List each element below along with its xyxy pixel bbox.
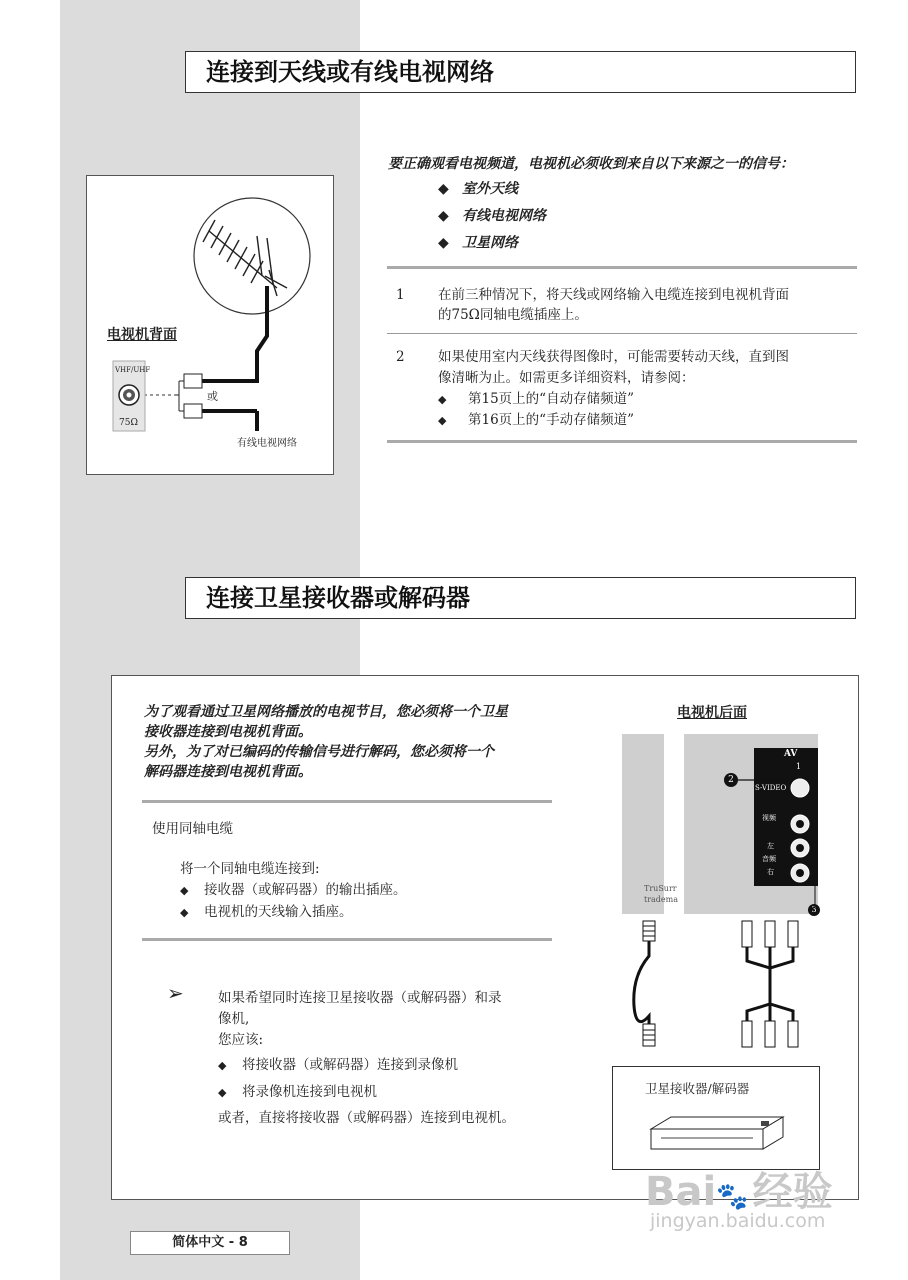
tip-line-1: 如果希望同时连接卫星接收器（或解码器）和录 <box>218 990 502 1006</box>
av-label: AV <box>784 749 798 759</box>
step-1-line-2: 的75Ω同轴电缆插座上。 <box>438 307 588 323</box>
cable-network-label: 有线电视网络 <box>237 438 297 449</box>
satellite-intro-2: 接收器连接到电视机背面。 <box>144 724 312 740</box>
section-title-satellite: 连接卫星接收器或解码器 <box>185 577 856 619</box>
badge-3: 3 <box>808 904 820 916</box>
source-item: ◆ 卫星网络 <box>438 235 518 251</box>
watermark-logo: Bai🐾 经验 <box>645 1169 833 1215</box>
tv-back-label: 电视机背面 <box>107 327 177 343</box>
satellite-intro-3: 另外，为了对已编码的传输信号进行解码，您必须将一个 <box>144 744 494 760</box>
watermark-url: jingyan.baidu.com <box>650 1210 826 1232</box>
tip-after: 或者，直接将接收器（或解码器）连接到电视机。 <box>218 1110 515 1126</box>
source-item: ◆ 有线电视网络 <box>438 208 546 224</box>
side-text: TruSurr <box>644 884 677 893</box>
satellite-intro-4: 解码器连接到电视机背面。 <box>144 764 312 780</box>
divider <box>387 333 857 334</box>
step-number: 1 <box>396 287 405 303</box>
tip-line-3: 您应该: <box>218 1032 264 1048</box>
ohm-label: 75Ω <box>119 418 138 428</box>
audio-right-label: 右 <box>767 868 774 876</box>
section-title-antenna: 连接到天线或有线电视网络 <box>185 51 856 93</box>
satellite-intro-1: 为了观看通过卫星网络播放的电视节目，您必须将一个卫星 <box>144 704 508 720</box>
tip-arrow-icon: ➢ <box>167 981 184 1005</box>
badge-2: 2 <box>724 773 738 787</box>
step-number: 2 <box>396 349 405 365</box>
coax-title: 使用同轴电缆 <box>152 821 233 837</box>
side-text: tradema <box>644 895 679 904</box>
reference-item: ◆ 第16页上的“手动存储频道” <box>438 412 634 428</box>
receiver-device-icon <box>613 1067 819 1169</box>
source-item: ◆ 室外天线 <box>438 181 518 197</box>
coax-lead: 将一个同轴电缆连接到: <box>180 861 320 877</box>
step-1-line-1: 在前三种情况下，将天线或网络输入电缆连接到电视机背面 <box>438 287 789 303</box>
antenna-intro: 要正确观看电视频道，电视机必须收到来自以下来源之一的信号： <box>388 156 794 172</box>
divider <box>387 266 857 269</box>
coax-item: ◆ 接收器（或解码器）的输出插座。 <box>180 882 407 898</box>
svideo-label: S-VIDEO <box>755 784 787 792</box>
av-number: 1 <box>796 762 802 771</box>
step-2-line-2: 像清晰为止。如需更多详细资料，请参阅： <box>438 370 695 386</box>
divider <box>387 440 857 443</box>
coax-item: ◆ 电视机的天线输入插座。 <box>180 904 353 920</box>
tip-line-2: 像机, <box>218 1011 250 1027</box>
audio-left-label: 左 <box>767 842 774 850</box>
page-footer: 简体中文 - 8 <box>130 1231 290 1255</box>
reference-item: ◆ 第15页上的“自动存储频道” <box>438 391 634 407</box>
step-2-line-1: 如果使用室内天线获得图像时，可能需要转动天线，直到图 <box>438 349 789 365</box>
tip-item: ◆ 将录像机连接到电视机 <box>218 1084 377 1100</box>
tv-rear-label: 电视机后面 <box>677 705 747 721</box>
antenna-diagram <box>86 175 334 475</box>
tip-item: ◆ 将接收器（或解码器）连接到录像机 <box>218 1057 458 1073</box>
or-label: 或 <box>207 390 218 403</box>
vhf-uhf-label: VHF/UHF <box>115 366 151 374</box>
receiver-label: 卫星接收器/解码器 <box>645 1081 750 1096</box>
audio-label: 音频 <box>762 855 776 863</box>
receiver-box <box>612 1066 820 1170</box>
satellite-box <box>111 675 859 1200</box>
video-label: 视频 <box>762 814 776 822</box>
